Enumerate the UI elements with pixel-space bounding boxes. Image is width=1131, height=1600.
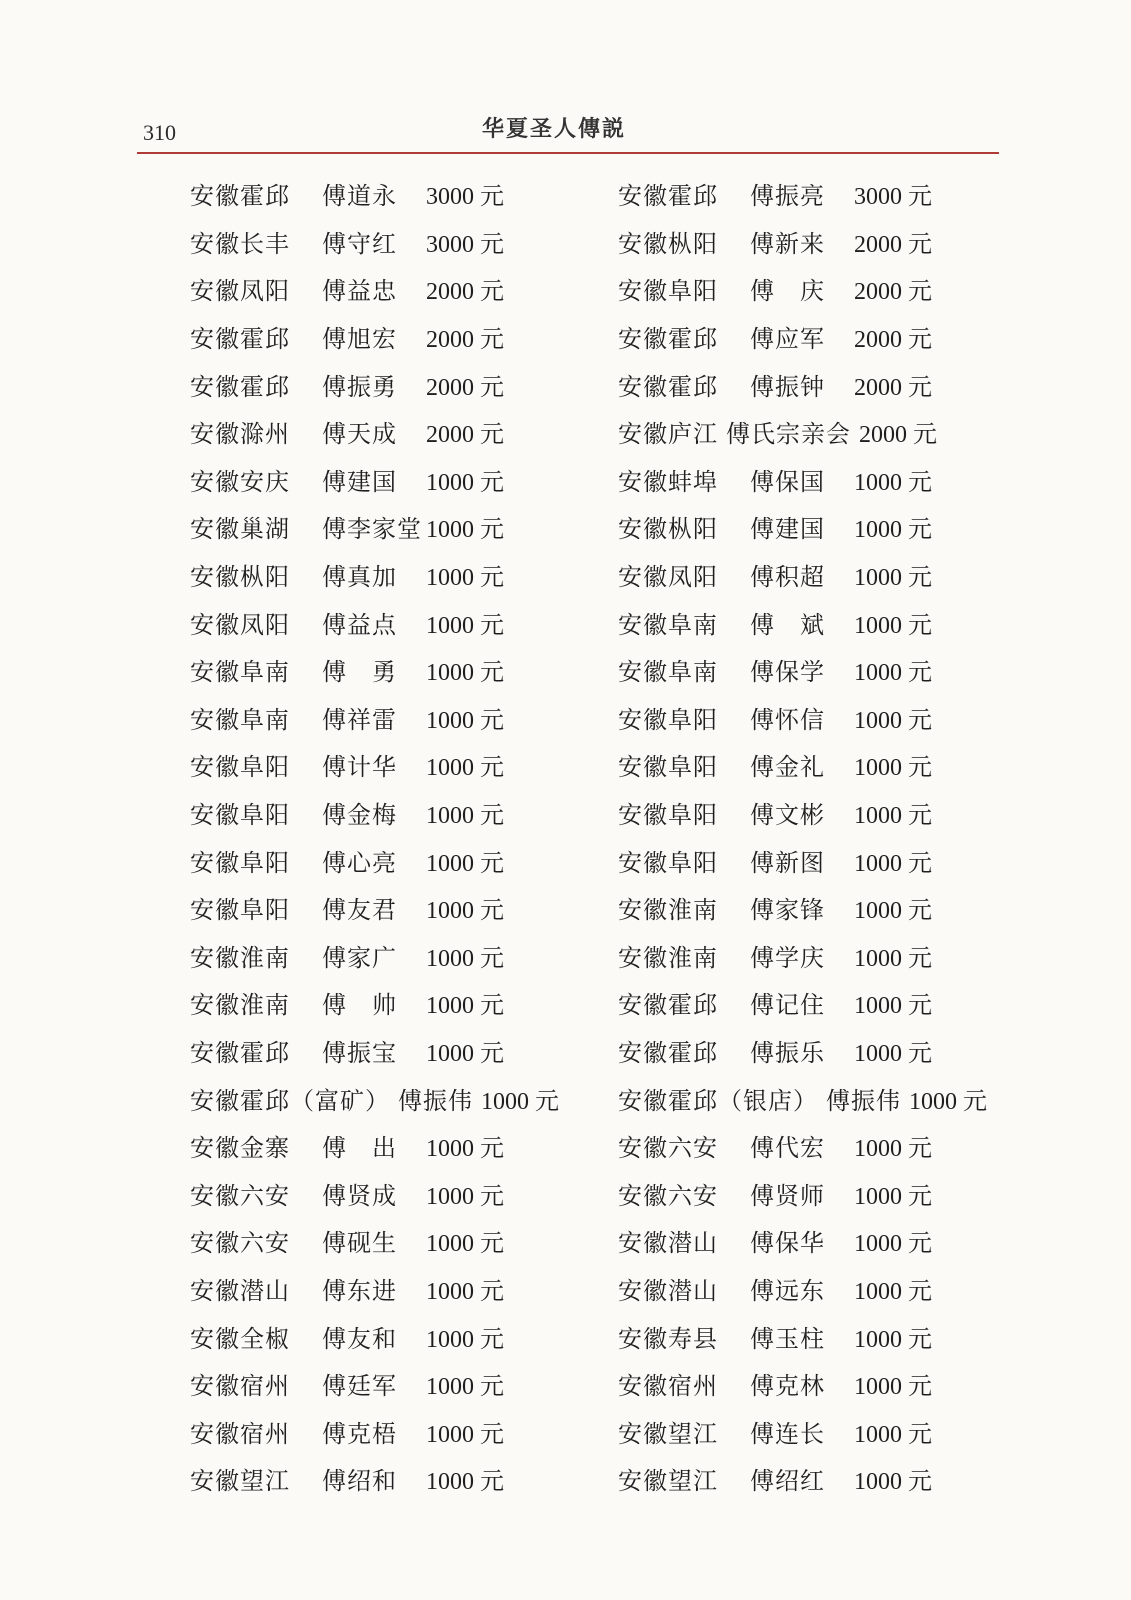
- donor-name: 傅金礼: [750, 753, 825, 782]
- donor-name: 傅心亮: [322, 848, 397, 877]
- donor-row: [190, 1455, 559, 1503]
- donation-amount: 3000 元: [854, 184, 932, 211]
- donation-amount: 2000 元: [854, 231, 932, 258]
- donation-amount: 1000 元: [426, 660, 504, 687]
- donor-name: 傅振乐: [750, 1038, 825, 1067]
- donor-location: 安徽霍邱: [190, 182, 290, 211]
- page-header: [137, 110, 999, 154]
- donor-row: [190, 598, 559, 646]
- donation-amount: 2000 元: [854, 327, 932, 354]
- donor-row: [190, 456, 559, 504]
- donor-row: [618, 932, 987, 980]
- donor-location: 安徽阜阳: [618, 848, 718, 877]
- donor-location: 安徽阜南: [618, 610, 718, 639]
- donation-amount: 1000 元: [426, 1421, 504, 1448]
- donor-row: [618, 979, 987, 1027]
- donor-location: 安徽阜南: [190, 705, 290, 734]
- donor-name: 傅保国: [750, 467, 825, 496]
- donor-name: 傅 出: [322, 1134, 397, 1163]
- donation-amount: 1000 元: [426, 1469, 504, 1496]
- donor-name: 傅代宏: [750, 1134, 825, 1163]
- donor-location: 安徽淮南: [190, 991, 290, 1020]
- donation-amount: 1000 元: [854, 803, 932, 830]
- donor-name: 傅家锋: [750, 896, 825, 925]
- donor-location: 安徽宿州: [190, 1372, 290, 1401]
- donor-name: 傅绍红: [750, 1467, 825, 1496]
- donor-row: [618, 646, 987, 694]
- donor-row: [190, 1360, 559, 1408]
- donor-location: 安徽宿州: [190, 1419, 290, 1448]
- donor-name: 傅新来: [750, 229, 825, 258]
- donor-name: 傅贤师: [750, 1181, 825, 1210]
- donor-location: 安徽金寨: [190, 1134, 290, 1163]
- donation-amount: 1000 元: [854, 898, 932, 925]
- donor-name: 傅积超: [750, 563, 825, 592]
- donor-row: [190, 694, 559, 742]
- donor-name: 傅家广: [322, 943, 397, 972]
- donation-amount: 1000 元: [426, 1278, 504, 1305]
- donor-row: [190, 1217, 559, 1265]
- donor-name: 傅贤成: [322, 1181, 397, 1210]
- donor-row: [618, 1312, 987, 1360]
- donor-row: [618, 741, 987, 789]
- donation-amount: 2000 元: [426, 279, 504, 306]
- donor-name: 傅真加: [322, 563, 397, 592]
- donation-amount: 1000 元: [426, 1374, 504, 1401]
- donation-amount: 2000 元: [426, 422, 504, 449]
- donor-row: [618, 1027, 987, 1075]
- donor-location: 安徽滁州: [190, 420, 290, 449]
- donor-name: 傅应军: [750, 325, 825, 354]
- donation-amount: 1000 元: [854, 993, 932, 1020]
- donor-name: 傅建国: [322, 467, 397, 496]
- donation-amount: 3000 元: [426, 231, 504, 258]
- donation-amount: 1000 元: [426, 1326, 504, 1353]
- header-divider: [137, 152, 999, 154]
- donor-row: [190, 646, 559, 694]
- donor-location: 安徽阜南: [618, 658, 718, 687]
- donor-location: 安徽凤阳: [618, 563, 718, 592]
- donor-location: 安徽阜阳: [190, 848, 290, 877]
- donor-location: 安徽安庆: [190, 467, 290, 496]
- donor-row: [618, 1407, 987, 1455]
- donation-amount: 1000 元: [426, 707, 504, 734]
- donor-row: [190, 360, 559, 408]
- donor-location: 安徽阜阳: [618, 753, 718, 782]
- donor-row: [618, 313, 987, 361]
- donor-row: [190, 836, 559, 884]
- donation-amount: 1000 元: [426, 1136, 504, 1163]
- donor-row: [190, 1265, 559, 1313]
- donor-location: 安徽凤阳: [190, 277, 290, 306]
- donor-row: [618, 1122, 987, 1170]
- donor-row: [618, 1169, 987, 1217]
- donor-name: 傅振勇: [322, 372, 397, 401]
- donor-location: 安徽霍邱（富矿）: [190, 1086, 390, 1115]
- donor-name: 傅 勇: [322, 658, 397, 687]
- donor-location: 安徽阜阳: [618, 705, 718, 734]
- donation-amount: 1000 元: [426, 1040, 504, 1067]
- donor-name: 傅旭宏: [322, 325, 397, 354]
- donor-location: 安徽望江: [190, 1467, 290, 1496]
- donor-location: 安徽淮南: [190, 943, 290, 972]
- donor-name: 傅李家堂: [322, 515, 422, 544]
- donor-location: 安徽寿县: [618, 1324, 718, 1353]
- donation-amount: 1000 元: [854, 469, 932, 496]
- donor-row: [190, 313, 559, 361]
- donor-name: 傅金梅: [322, 801, 397, 830]
- donor-row: [618, 1265, 987, 1313]
- donor-location: 安徽枞阳: [618, 229, 718, 258]
- donor-location: 安徽霍邱: [618, 991, 718, 1020]
- donor-row: [190, 503, 559, 551]
- donor-location: 安徽潜山: [618, 1229, 718, 1258]
- donor-name: 傅连长: [750, 1419, 825, 1448]
- donor-row: [618, 408, 987, 456]
- donor-row: [618, 1217, 987, 1265]
- donor-row: [618, 1360, 987, 1408]
- donation-amount: 1000 元: [854, 612, 932, 639]
- donor-name: 傅计华: [322, 753, 397, 782]
- donor-name: 傅友和: [322, 1324, 397, 1353]
- donor-location: 安徽六安: [618, 1181, 718, 1210]
- donor-location: 安徽阜南: [190, 658, 290, 687]
- donation-amount: 1000 元: [854, 1231, 932, 1258]
- donor-name: 傅振伟: [826, 1086, 901, 1115]
- donation-amount: 1000 元: [854, 755, 932, 782]
- donor-location: 安徽凤阳: [190, 610, 290, 639]
- donation-amount: 1000 元: [426, 755, 504, 782]
- donor-location: 安徽霍邱: [618, 182, 718, 211]
- donor-location: 安徽潜山: [190, 1276, 290, 1305]
- donor-location: 安徽阜阳: [190, 801, 290, 830]
- donor-list-left: [190, 170, 559, 1503]
- donor-name: 傅学庆: [750, 943, 825, 972]
- donor-row: [618, 170, 987, 218]
- donor-row: [618, 218, 987, 266]
- donor-location: 安徽枞阳: [190, 563, 290, 592]
- donor-location: 安徽蚌埠: [618, 467, 718, 496]
- donor-row: [618, 1455, 987, 1503]
- donor-name: 傅友君: [322, 896, 397, 925]
- donor-row: [618, 694, 987, 742]
- donor-row: [618, 360, 987, 408]
- donation-amount: 2000 元: [426, 374, 504, 401]
- donor-list-right: [618, 170, 987, 1503]
- donor-row: [190, 1312, 559, 1360]
- book-title: 华夏圣人傳説: [482, 117, 627, 142]
- donor-location: 安徽潜山: [618, 1276, 718, 1305]
- donor-location: 安徽望江: [618, 1419, 718, 1448]
- donor-name: 傅克林: [750, 1372, 825, 1401]
- donor-location: 安徽庐江: [618, 420, 718, 449]
- donor-name: 傅玉柱: [750, 1324, 825, 1353]
- donor-name: 傅保学: [750, 658, 825, 687]
- donor-name: 傅保华: [750, 1229, 825, 1258]
- donor-location: 安徽霍邱: [190, 325, 290, 354]
- donation-amount: 1000 元: [426, 898, 504, 925]
- donor-location: 安徽六安: [618, 1134, 718, 1163]
- donor-name: 傅 庆: [750, 277, 825, 306]
- donor-location: 安徽阜阳: [618, 801, 718, 830]
- donor-name: 傅振亮: [750, 182, 825, 211]
- donor-row: [190, 979, 559, 1027]
- donation-amount: 1000 元: [854, 565, 932, 592]
- donor-name: 傅新图: [750, 848, 825, 877]
- donation-amount: 1000 元: [909, 1088, 987, 1115]
- donor-name: 傅砚生: [322, 1229, 397, 1258]
- donation-amount: 3000 元: [426, 184, 504, 211]
- donation-amount: 1000 元: [854, 1278, 932, 1305]
- donor-location: 安徽霍邱: [618, 372, 718, 401]
- donation-amount: 1000 元: [426, 945, 504, 972]
- donor-row: [190, 408, 559, 456]
- donor-location: 安徽全椒: [190, 1324, 290, 1353]
- donor-name: 傅振伟: [398, 1086, 473, 1115]
- donation-amount: 1000 元: [854, 850, 932, 877]
- donor-location: 安徽巢湖: [190, 515, 290, 544]
- donor-location: 安徽淮南: [618, 896, 718, 925]
- donor-name: 傅绍和: [322, 1467, 397, 1496]
- donor-row: [618, 884, 987, 932]
- donation-amount: 1000 元: [854, 707, 932, 734]
- donation-amount: 1000 元: [854, 1421, 932, 1448]
- donor-row: [190, 789, 559, 837]
- donation-amount: 1000 元: [426, 469, 504, 496]
- donation-amount: 2000 元: [854, 279, 932, 306]
- donation-amount: 1000 元: [426, 1231, 504, 1258]
- donor-name: 傅振钟: [750, 372, 825, 401]
- donor-location: 安徽阜阳: [190, 896, 290, 925]
- donation-amount: 1000 元: [426, 850, 504, 877]
- donation-amount: 1000 元: [854, 1326, 932, 1353]
- donor-row: [190, 884, 559, 932]
- donor-name: 傅道永: [322, 182, 397, 211]
- donor-row: [190, 551, 559, 599]
- donation-amount: 1000 元: [854, 1183, 932, 1210]
- donor-location: 安徽淮南: [618, 943, 718, 972]
- donor-row: [618, 836, 987, 884]
- donor-name: 傅记住: [750, 991, 825, 1020]
- donor-location: 安徽阜阳: [190, 753, 290, 782]
- donor-location: 安徽枞阳: [618, 515, 718, 544]
- donor-location: 安徽六安: [190, 1229, 290, 1258]
- donor-row: [190, 1027, 559, 1075]
- donor-row: [618, 789, 987, 837]
- page-number: 310: [143, 120, 176, 145]
- donation-amount: 1000 元: [854, 517, 932, 544]
- donor-row: [618, 456, 987, 504]
- donor-location: 安徽宿州: [618, 1372, 718, 1401]
- donation-amount: 2000 元: [854, 374, 932, 401]
- donor-row: [190, 1074, 559, 1122]
- donor-row: [190, 1407, 559, 1455]
- donation-amount: 2000 元: [426, 327, 504, 354]
- donor-row: [190, 932, 559, 980]
- donor-name: 傅氏宗亲会: [726, 420, 851, 449]
- donation-amount: 1000 元: [854, 1469, 932, 1496]
- donor-row: [618, 598, 987, 646]
- donor-location: 安徽霍邱: [618, 1038, 718, 1067]
- donation-amount: 1000 元: [426, 1183, 504, 1210]
- donor-location: 安徽长丰: [190, 229, 290, 258]
- donor-location: 安徽霍邱: [190, 1038, 290, 1067]
- donor-location: 安徽霍邱: [618, 325, 718, 354]
- donor-row: [190, 265, 559, 313]
- donor-row: [190, 218, 559, 266]
- donor-name: 傅祥雷: [322, 705, 397, 734]
- donation-amount: 1000 元: [426, 803, 504, 830]
- donation-amount: 1000 元: [481, 1088, 559, 1115]
- donation-amount: 1000 元: [426, 517, 504, 544]
- donor-name: 傅东进: [322, 1276, 397, 1305]
- donor-row: [190, 1169, 559, 1217]
- donor-name: 傅益忠: [322, 277, 397, 306]
- donation-amount: 1000 元: [426, 565, 504, 592]
- donation-amount: 1000 元: [854, 1136, 932, 1163]
- donor-location: 安徽六安: [190, 1181, 290, 1210]
- donation-amount: 1000 元: [854, 945, 932, 972]
- donor-name: 傅建国: [750, 515, 825, 544]
- donor-name: 傅廷军: [322, 1372, 397, 1401]
- donor-row: [618, 265, 987, 313]
- donor-location: 安徽望江: [618, 1467, 718, 1496]
- donor-row: [618, 1074, 987, 1122]
- donor-name: 傅克梧: [322, 1419, 397, 1448]
- donor-row: [190, 170, 559, 218]
- donation-amount: 1000 元: [426, 993, 504, 1020]
- donor-row: [618, 503, 987, 551]
- donor-name: 傅文彬: [750, 801, 825, 830]
- donor-name: 傅天成: [322, 420, 397, 449]
- donation-amount: 1000 元: [854, 660, 932, 687]
- donor-row: [190, 1122, 559, 1170]
- donor-location: 安徽霍邱: [190, 372, 290, 401]
- donor-location: 安徽阜阳: [618, 277, 718, 306]
- donation-amount: 1000 元: [854, 1040, 932, 1067]
- donor-name: 傅 斌: [750, 610, 825, 639]
- donation-amount: 1000 元: [426, 612, 504, 639]
- donor-name: 傅振宝: [322, 1038, 397, 1067]
- donor-row: [190, 741, 559, 789]
- donor-location: 安徽霍邱（银店）: [618, 1086, 818, 1115]
- donor-name: 傅怀信: [750, 705, 825, 734]
- donor-row: [618, 551, 987, 599]
- donation-amount: 1000 元: [854, 1374, 932, 1401]
- donor-name: 傅益点: [322, 610, 397, 639]
- donor-name: 傅远东: [750, 1276, 825, 1305]
- donation-amount: 2000 元: [859, 422, 937, 449]
- donor-name: 傅守红: [322, 229, 397, 258]
- donor-name: 傅 帅: [322, 991, 397, 1020]
